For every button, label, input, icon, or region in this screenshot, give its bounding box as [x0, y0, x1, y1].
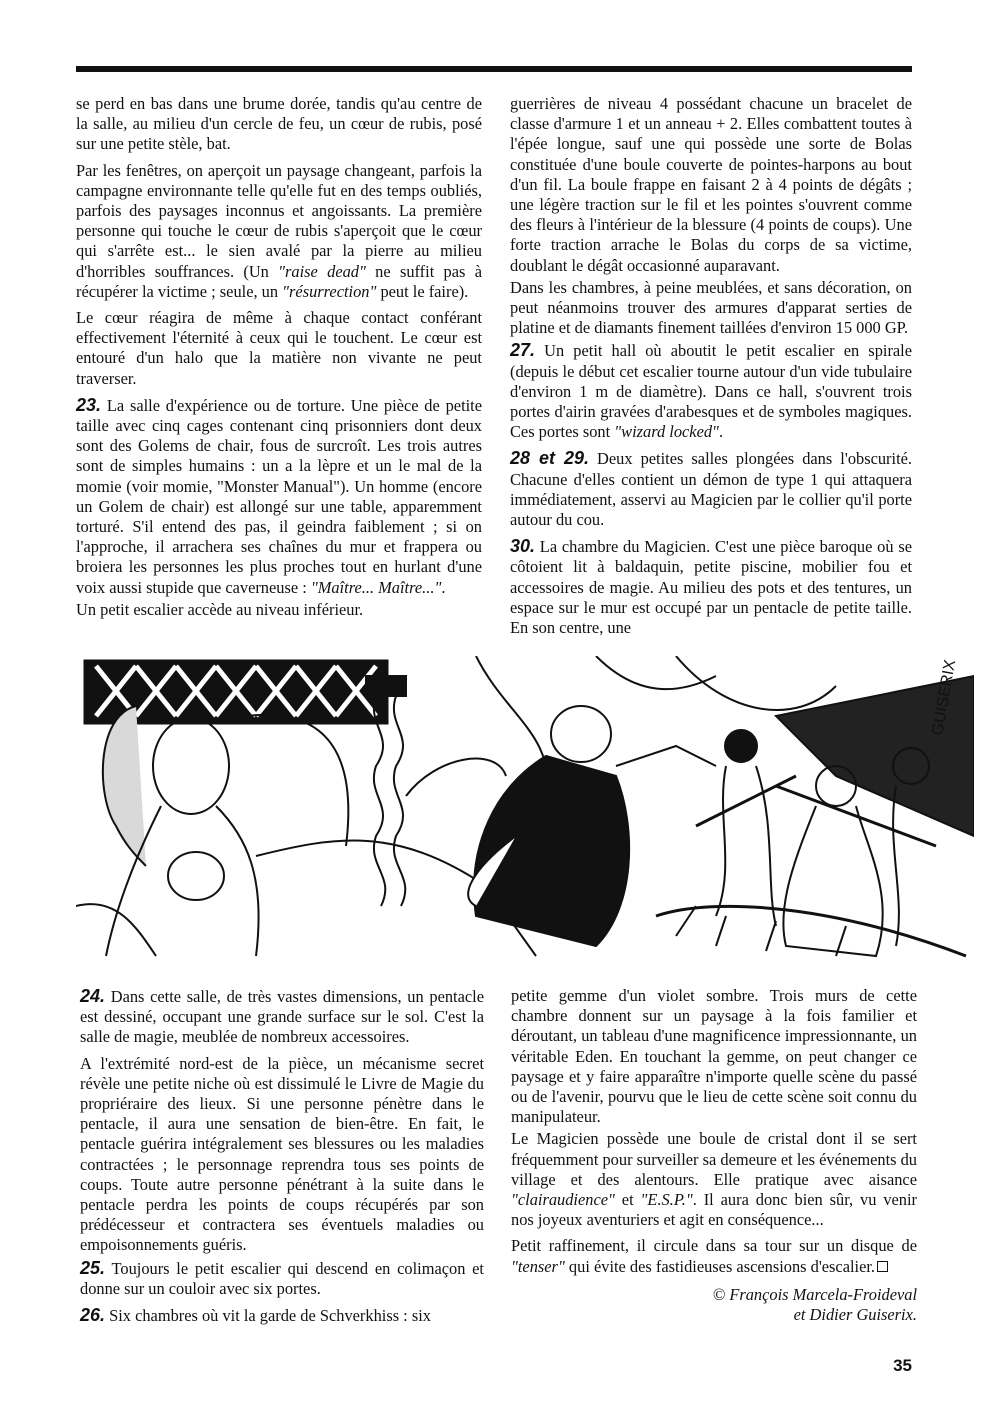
- header-rule: [76, 66, 912, 72]
- room-23-paragraph: 23. La salle d'expérience ou de torture. Une pièce de petite taille avec cinq cages contenant cinq prisonniers dont deux sont des Golems de chair, fous de surcroît. Les trois autres sont de simples humains : un a la lèpre et un le mal de la momie (voir momie, "Monster Manual"). Un homme (encore un Golem de chair) est allongé sur une table, apparemment torturé. S'il entend des pas, il geindra faiblement ; si on l'approche, il arrachera ses chaînes du mur et frappera ou broiera les personnes les plus proches tout en hurlant d'une voix aussi stupide que caverneuse : "Maître... Maître...".: [76, 394, 482, 597]
- room-number: 23.: [76, 394, 102, 415]
- room-number: 25.: [80, 1257, 106, 1278]
- room-26-paragraph: 26. Six chambres où vit la garde de Schverkhiss : six: [80, 1305, 431, 1326]
- page-number: 35: [893, 1356, 912, 1375]
- room-number: 28 et 29.: [510, 448, 589, 469]
- credit-line: et Didier Guiserix.: [793, 1304, 917, 1324]
- room-28-29-paragraph: 28 et 29. Deux petites salles plongées dans l'obscurité. Chacune d'elles contient un démon de type 1 qui attaquera immédiatement, asservi au Magicien par le collier qu'il porte autour du cou.: [510, 448, 912, 530]
- room-number: 27.: [510, 340, 536, 361]
- room-number: 26.: [80, 1305, 106, 1326]
- column-top-right: [510, 94, 912, 644]
- room-24-paragraph: 24. Dans cette salle, de très vastes dimensions, un pentacle est dessiné, occupant une grande surface sur le sol. C'est la salle de magie, meublée de nombreux accessoires.: [80, 986, 484, 1047]
- paragraph: petite gemme d'un violet sombre. Trois murs de cette chambre donnent sur un paysage à la fois familier et déroutant, un tableau d'une magnificence impressionnante, un véritable Eden. En touchant la gemme, on peut changer ce paysage et y faire apparaître n'importe quelle scène du passé ou de l'avenir, pourvu que le lieu de cette scène soit connu du manipulateur.: [511, 986, 917, 1127]
- paragraph: se perd en bas dans une brume dorée, tandis qu'au centre de la salle, au milieu d'un cercle de feu, un cœur de rubis, posé sur une petite stèle, bat.: [76, 94, 482, 154]
- room-number: 24.: [80, 986, 106, 1006]
- paragraph: guerrières de niveau 4 possédant chacune un bracelet de classe d'armure 1 et un anneau + 2. Elles combattent toutes à l'épée longue, sauf une qui possède une sorte de Bolas constituée d'une boule couverte de pointes-harpons au bout d'un fil. La boule frappe en faisant 2 à 4 points de dégâts ; une légère traction sur le fil et les pointes s'ouvrent comme des fleurs à l'intérieur de la blessure (4 points de coups). Une forte traction arrache le Bolas du corps de sa victime, doublant le dégât occasionné auparavant.: [510, 94, 912, 275]
- column-bottom-left: [80, 986, 484, 1332]
- illustration: [76, 656, 974, 966]
- credit-line: © François Marcela-Froideval: [712, 1284, 917, 1304]
- paragraph: Le cœur réagira de même à chaque contact conférant effectivement l'éternité à ceux qui le touchent. Le cœur est entouré d'un halo que la matière non vivante ne peut traverser.: [76, 308, 482, 388]
- column-bottom-right: [511, 986, 917, 1325]
- room-30-paragraph: 30. La chambre du Magicien. C'est une pièce baroque où se côtoient lit à baldaquin, petite piscine, mobilier fou et accessoires de magie. Au milieu des pots et des tentures, un espace sur le mur est occupé par un pentacle de petite taille. En son centre, une: [510, 536, 912, 638]
- room-25-paragraph: 25. Toujours le petit escalier qui descend en colimaçon et donne sur un couloir avec six portes.: [80, 1257, 484, 1298]
- paragraph: Le Magicien possède une boule de cristal dont il se sert fréquemment pour surveiller sa demeure et les événements du village et des alentours. Elle pratique avec aisance "clairaudience" et "E.S.P.". Il aura donc bien sûr, vu venir nos joyeux aventuriers et agit en conséquence...: [511, 1129, 918, 1230]
- end-mark-icon: [877, 1261, 888, 1272]
- paragraph: Par les fenêtres, on aperçoit un paysage changeant, parfois la campagne environnante telle qu'elle fut en des temps oubliés, parfois des paysages inconnus et angoissants. La première personne qui touche le cœur de rubis s'aperçoit que le cœur qui s'arrête est... le sien avalé par la pierre au milieu d'horribles souffrances. (Un "raise dead" ne suffit pas à récupérer la victime ; seule, un "résurrection" peut le faire).: [76, 160, 482, 301]
- room-27-paragraph: 27. Un petit hall où aboutit le petit escalier en spirale (depuis le début cet escalier tourne autour d'un vide tubulaire d'environ 1 m de diamètre). Dans ce hall, s'ouvrent trois portes d'airin gravées d'arabesques et de symboles magiques. Ces portes sont "wizard locked".: [510, 340, 912, 442]
- paragraph: Dans les chambres, à peine meublées, et sans décoration, on peut néanmoins trouver des armures d'apparat serties de platine et de diamants finement taillées d'environ 15 000 GP.: [510, 277, 912, 338]
- column-top-left: [76, 94, 482, 626]
- signature: GUISERIX: [929, 658, 960, 737]
- room-number: 30.: [510, 536, 536, 557]
- paragraph: Un petit escalier accède au niveau inférieur.: [76, 599, 364, 619]
- paragraph: Petit raffinement, il circule dans sa tour sur un disque de "tenser" qui évite des fastidieuses ascensions d'escalier.: [511, 1236, 917, 1276]
- credits: [511, 1285, 917, 1325]
- paragraph: A l'extrémité nord-est de la pièce, un mécanisme secret révèle une petite niche où est dissimulé le Livre de Magie du propriéraire des lieux. Si une personne pénètre dans le pentacle, il aura une sensation de bien-être. En fait, le pentacle guérira intégralement ses blessures ou les maladies contractées ; le personnage reprendra tous ses points de coups. Toute autre personne pénétrant à la suite dans le pentacle perdra les points de coups récupérés par son prédécesseur et contractera ses éventuels maladies ou empoisonnements guéris.: [80, 1053, 484, 1255]
